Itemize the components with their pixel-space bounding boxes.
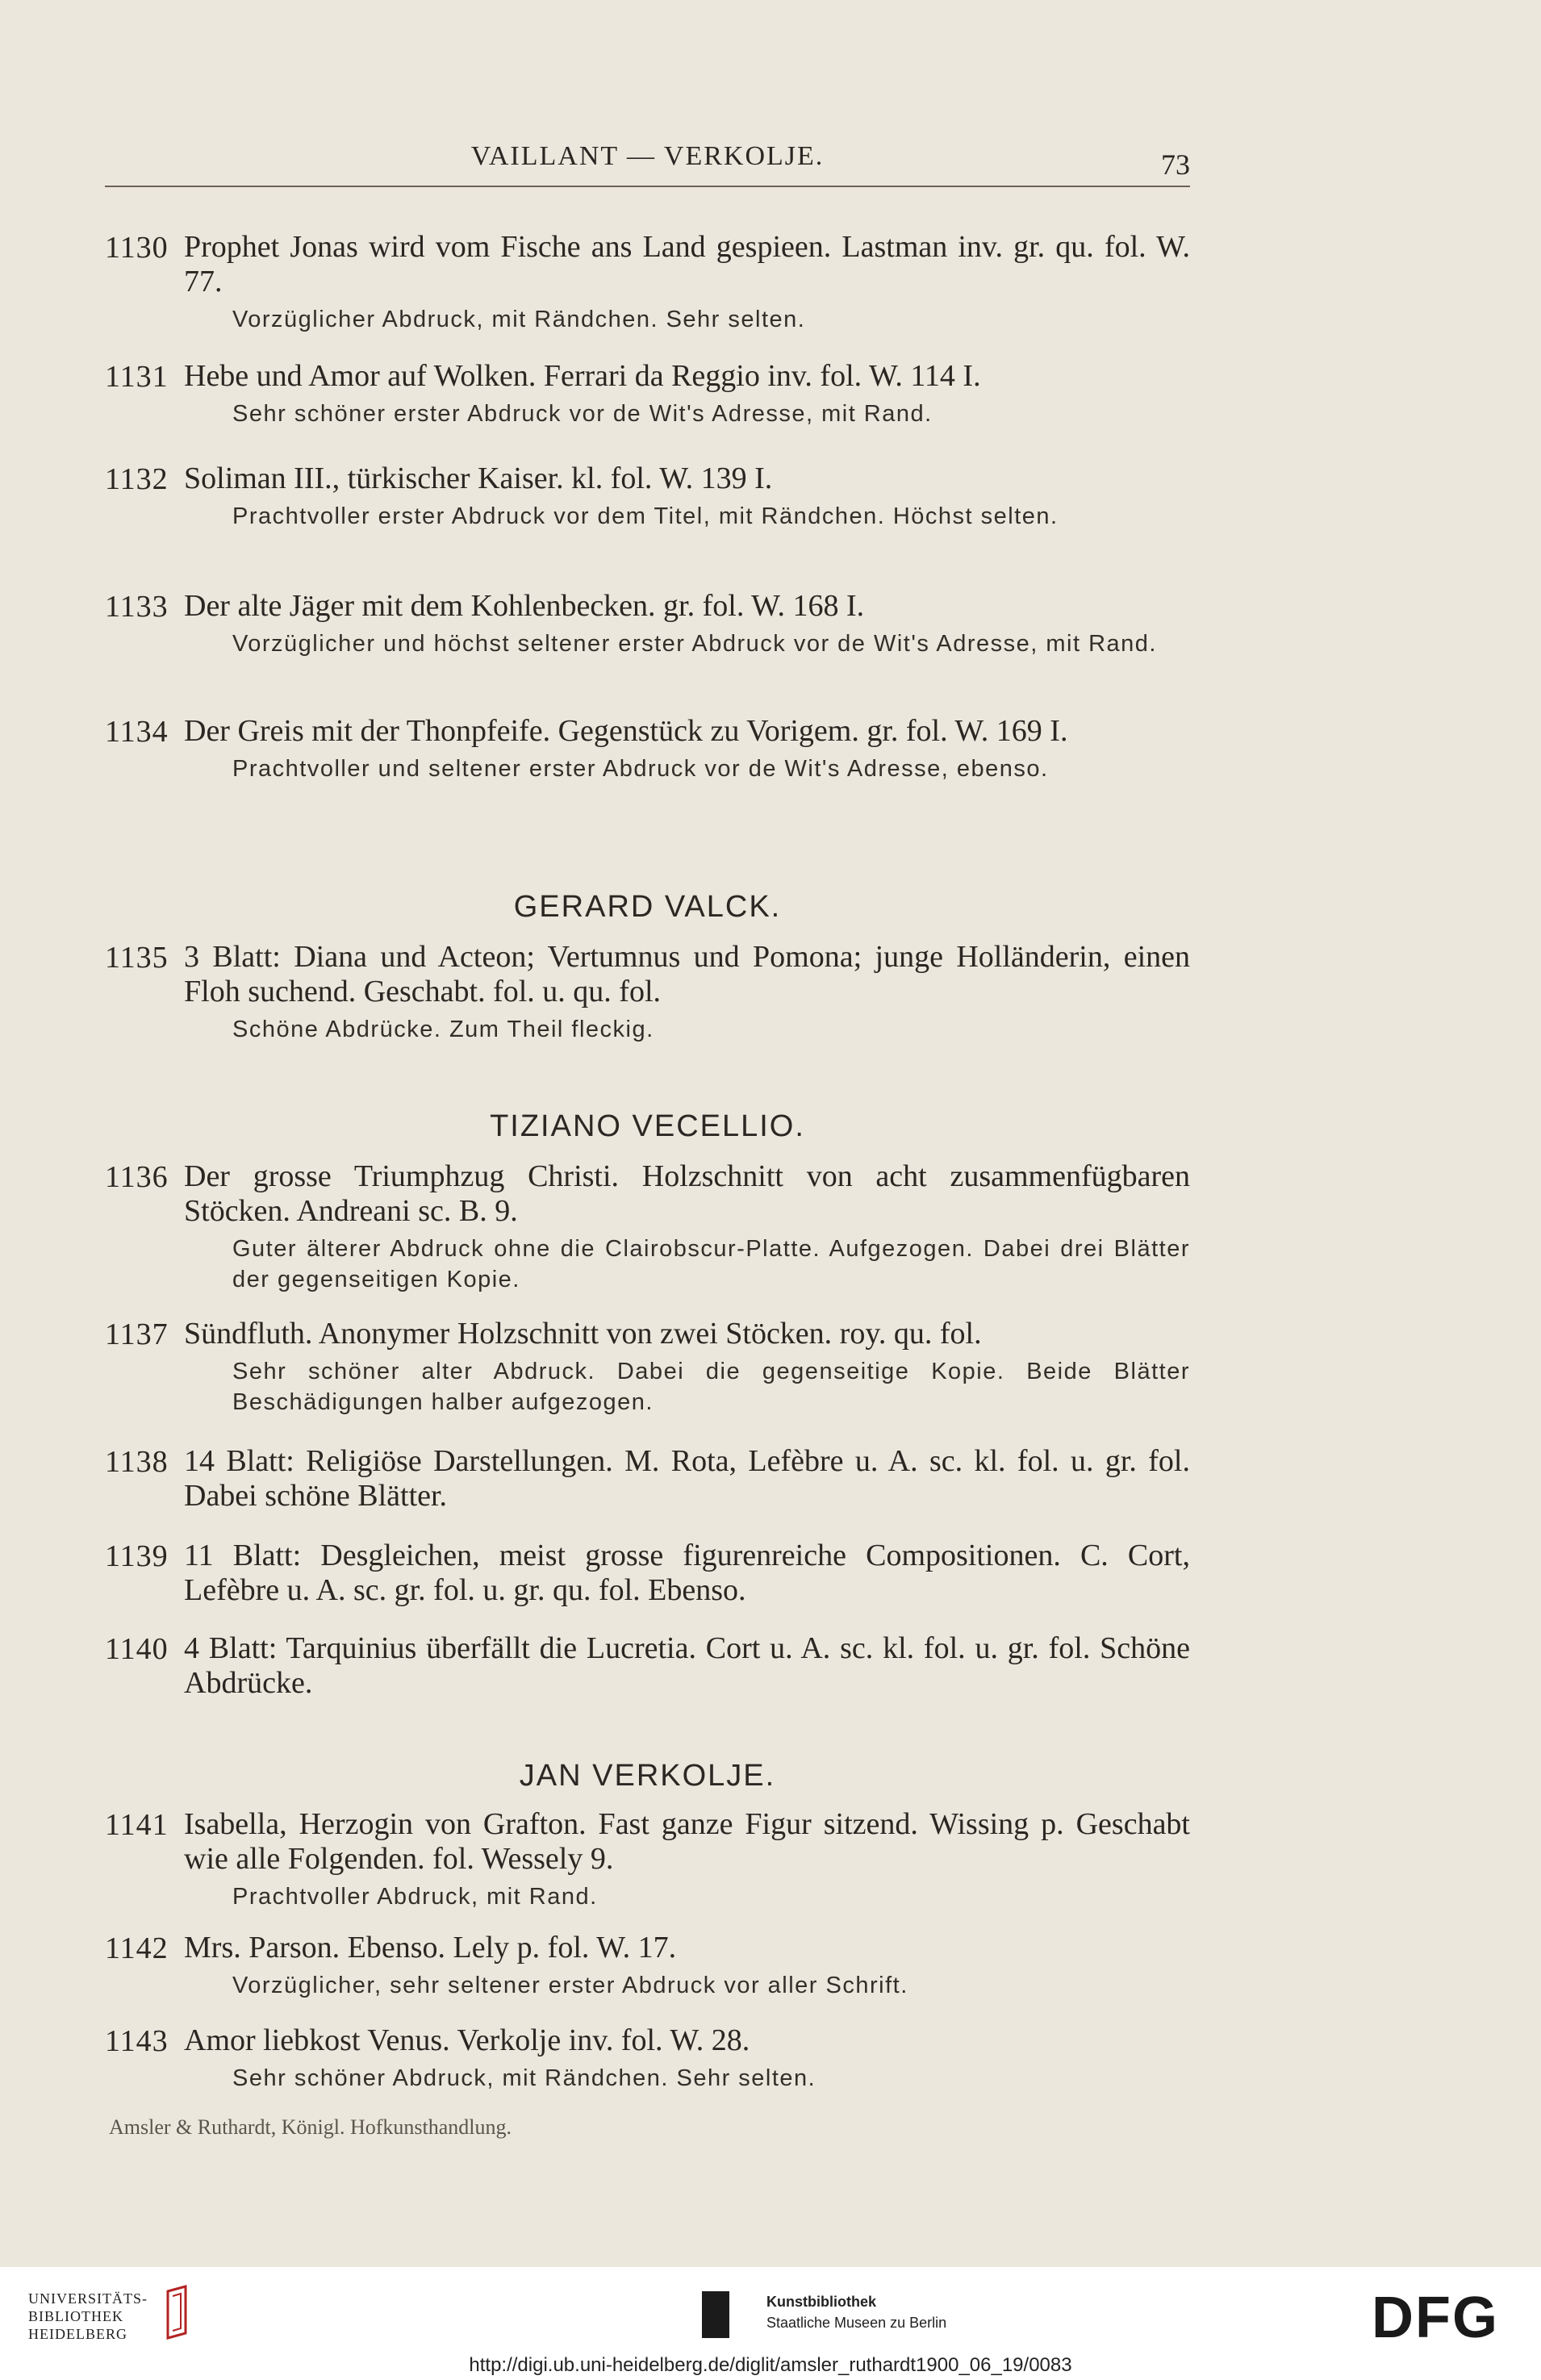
entry-description: Der Greis mit der Thonpfeife. Gegenstück zu Vorigem. gr. fol. W. 169 I. xyxy=(184,714,1068,748)
entry-description: 4 Blatt: Tarquinius überfällt die Lucretia. Cort u. A. sc. kl. fol. u. gr. fol. Schöne Abdrücke. xyxy=(184,1631,1190,1700)
kb-title: Kunstbibliothek xyxy=(766,2294,876,2310)
lot-number: 1141 xyxy=(105,1808,169,1842)
lot-number: 1134 xyxy=(105,715,169,749)
publisher-imprint: Amsler & Ruthardt, Königl. Hofkunsthandlung. xyxy=(109,2115,512,2139)
catalog-entry xyxy=(105,230,1190,335)
catalog-entry xyxy=(105,1931,1190,2001)
catalog-entry xyxy=(105,2023,1190,2094)
university-line: BIBLIOTHEK xyxy=(28,2308,123,2324)
university-library-label xyxy=(28,2290,148,2343)
entry-note: Vorzüglicher, sehr seltener erster Abdruck vor aller Schrift. xyxy=(232,1973,908,1998)
source-url[interactable]: http://digi.ub.uni-heidelberg.de/diglit/amsler_ruthardt1900_06_19/0083 xyxy=(469,2354,1072,2376)
entry-description: Amor liebkost Venus. Verkolje inv. fol. W. 28. xyxy=(184,2023,750,2057)
lot-number: 1142 xyxy=(105,1931,169,1965)
catalog-entry xyxy=(105,1159,1190,1295)
entry-description: 3 Blatt: Diana und Acteon; Vertumnus und Pomona; junge Holländerin, einen Floh suchend. Geschabt. fol. u. qu. fol. xyxy=(184,940,1190,1008)
catalog-entry xyxy=(105,1539,1190,1608)
entry-note: Sehr schöner alter Abdruck. Dabei die gegenseitige Kopie. Beide Blätter Beschädigungen halber aufgezogen. xyxy=(232,1359,1190,1415)
entry-description: Mrs. Parson. Ebenso. Lely p. fol. W. 17. xyxy=(184,1931,677,1965)
lot-number: 1135 xyxy=(105,941,169,975)
entry-description: 11 Blatt: Desgleichen, meist grosse figurenreiche Compositionen. C. Cort, Lefèbre u. A. sc. gr. fol. u. gr. qu. fol. Ebenso. xyxy=(184,1539,1190,1607)
kunstbibliothek-logo-icon xyxy=(702,2291,729,2338)
digitization-footer xyxy=(0,2267,1541,2380)
entry-description: Soliman III., türkischer Kaiser. kl. fol. W. 139 I. xyxy=(184,461,773,495)
university-line: UNIVERSITÄTS- xyxy=(28,2290,148,2307)
entry-description: 14 Blatt: Religiöse Darstellungen. M. Rota, Lefèbre u. A. sc. kl. fol. u. gr. fol. Dabei schöne Blätter. xyxy=(184,1444,1190,1513)
catalog-entry xyxy=(105,714,1190,784)
entry-description: Der grosse Triumphzug Christi. Holzschnitt von acht zusammenfügbaren Stöcken. Andreani sc. B. 9. xyxy=(184,1159,1190,1228)
catalog-entry xyxy=(105,1631,1190,1701)
entry-description: Hebe und Amor auf Wolken. Ferrari da Reggio inv. fol. W. 114 I. xyxy=(184,359,981,393)
catalog-entry xyxy=(105,940,1190,1045)
section-heading: GERARD VALCK. xyxy=(513,890,782,924)
lot-number: 1131 xyxy=(105,360,169,394)
entry-note: Sehr schöner Abdruck, mit Rändchen. Sehr selten. xyxy=(232,2065,816,2091)
kb-subtitle: Staatliche Museen zu Berlin xyxy=(766,2315,947,2331)
dfg-logo: DFG xyxy=(1372,2286,1499,2350)
entry-note: Sehr schöner erster Abdruck vor de Wit's Adresse, mit Rand. xyxy=(232,401,933,427)
catalog-entry xyxy=(105,589,1190,659)
catalog-entry xyxy=(105,1807,1190,1912)
catalog-entry xyxy=(105,1317,1190,1418)
lot-number: 1136 xyxy=(105,1160,169,1194)
lot-number: 1132 xyxy=(105,462,169,496)
catalog-entry xyxy=(105,461,1190,532)
lot-number: 1143 xyxy=(105,2024,169,2058)
lot-number: 1133 xyxy=(105,590,169,624)
university-logo-icon xyxy=(161,2285,194,2345)
catalog-entry xyxy=(105,1444,1190,1514)
lot-number: 1139 xyxy=(105,1539,169,1573)
catalog-entry xyxy=(105,359,1190,429)
lot-number: 1137 xyxy=(105,1317,169,1351)
entry-note: Vorzüglicher Abdruck, mit Rändchen. Sehr selten. xyxy=(232,307,806,332)
lot-number: 1140 xyxy=(105,1632,169,1666)
entry-note: Prachtvoller Abdruck, mit Rand. xyxy=(232,1884,598,1910)
running-title: VAILLANT — VERKOLJE. xyxy=(470,141,825,171)
entry-note: Prachtvoller erster Abdruck vor dem Titel, mit Rändchen. Höchst selten. xyxy=(232,503,1059,529)
entry-description: Der alte Jäger mit dem Kohlenbecken. gr. fol. W. 168 I. xyxy=(184,589,865,623)
entry-note: Schöne Abdrücke. Zum Theil fleckig. xyxy=(232,1017,654,1042)
entry-description: Isabella, Herzogin von Grafton. Fast ganze Figur sitzend. Wissing p. Geschabt wie alle Folgenden. fol. Wessely 9. xyxy=(184,1807,1190,1876)
entry-note: Prachtvoller und seltener erster Abdruck vor de Wit's Adresse, ebenso. xyxy=(232,756,1049,782)
section-heading: JAN VERKOLJE. xyxy=(519,1759,776,1793)
section-heading: TIZIANO VECELLIO. xyxy=(490,1109,805,1143)
entry-description: Sündfluth. Anonymer Holzschnitt von zwei Stöcken. roy. qu. fol. xyxy=(184,1317,982,1351)
entry-note: Guter älterer Abdruck ohne die Clairobscur-Platte. Aufgezogen. Dabei drei Blätter der gegenseitigen Kopie. xyxy=(232,1236,1190,1292)
entry-note: Vorzüglicher und höchst seltener erster Abdruck vor de Wit's Adresse, mit Rand. xyxy=(232,631,1157,657)
kunstbibliothek-label xyxy=(766,2291,946,2333)
entry-description: Prophet Jonas wird vom Fische ans Land gespieen. Lastman inv. gr. qu. fol. W. 77. xyxy=(184,230,1190,299)
running-header xyxy=(105,141,1190,187)
university-line: HEIDELBERG xyxy=(28,2326,127,2342)
page-number: 73 xyxy=(1161,148,1190,181)
lot-number: 1138 xyxy=(105,1445,169,1479)
lot-number: 1130 xyxy=(105,231,169,265)
